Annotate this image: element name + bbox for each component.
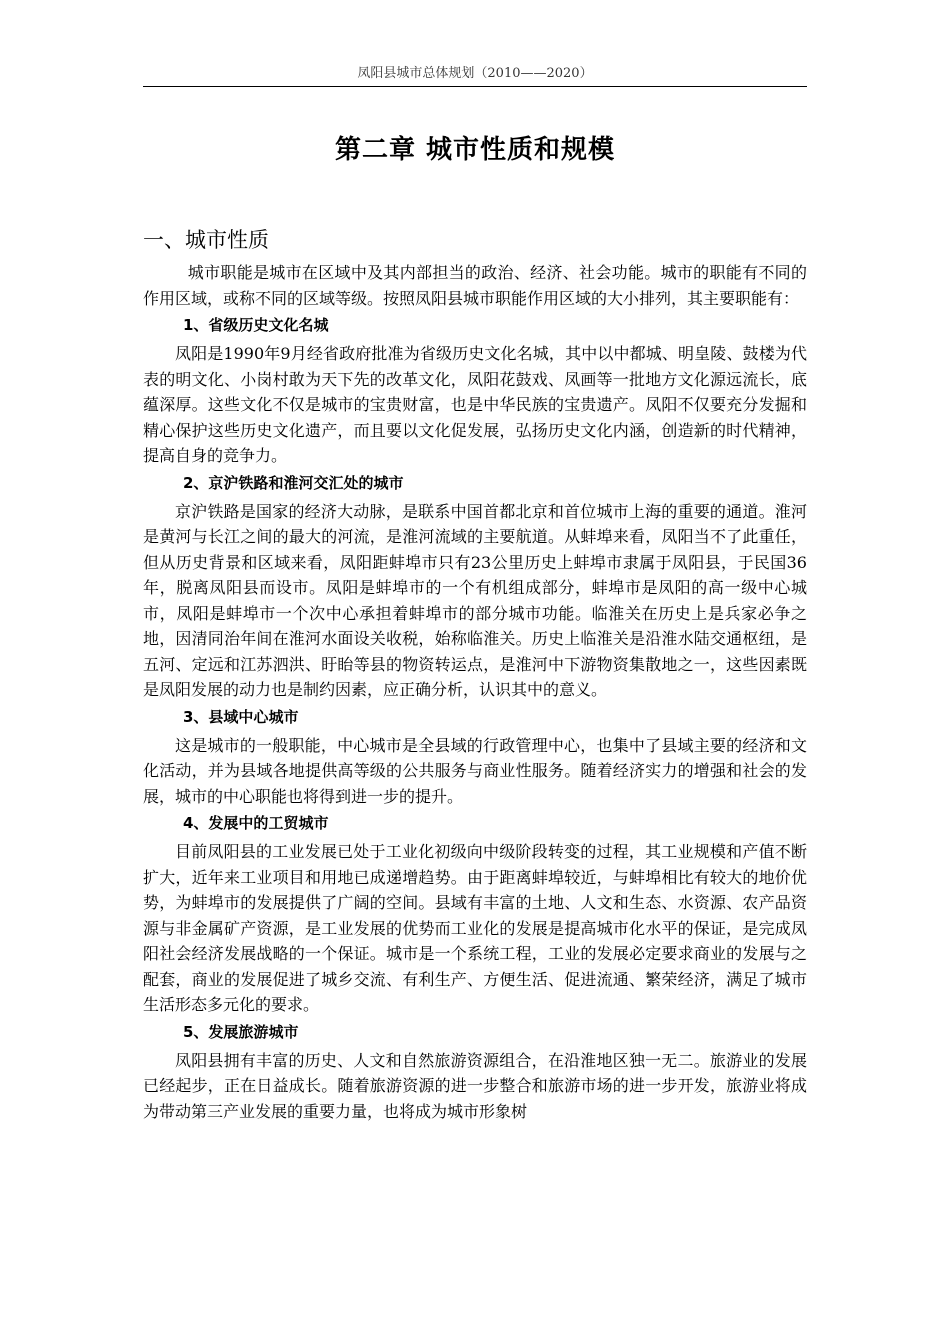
page-header: 凤阳县城市总体规划（2010——2020） — [357, 66, 593, 81]
document-body — [143, 224, 807, 1124]
section-intro: 城市职能是城市在区域中及其内部担当的政治、经济、社会功能。城市的职能有不同的作用区域，或称不同的区域等级。按照凤阳县城市职能作用区域的大小排列，其主要职能有： — [143, 263, 807, 308]
chapter-title: 第二章 城市性质和规模 — [334, 135, 616, 165]
header-divider — [143, 86, 807, 87]
item-heading-1: 1、省级历史文化名城 — [183, 316, 329, 334]
item-body-2: 京沪铁路是国家的经济大动脉，是联系中国首都北京和首位城市上海的重要的通道。淮河是黄河与长江之间的最大的河流，是淮河流域的主要航道。从蚌埠来看，凤阳当不了此重任，但从历史背景和区域来看，凤阳距蚌埠市只有23公里历史上蚌埠市隶属于凤阳县，于民国36年，脱离凤阳县而设市。凤阳是蚌埠市的一个有机组成部分，蚌埠市是凤阳的高一级中心城市，凤阳是蚌埠市一个次中心承担着蚌埠市的部分城市功能。临淮关在历史上是兵家必争之地，因清同治年间在淮河水面设关收税，始称临淮关。历史上临淮关是沿淮水陆交通枢纽，是五河、定远和江苏泗洪、盱眙等县的物资转运点，是淮河中下游物资集散地之一，这些因素既是凤阳发展的动力也是制约因素，应正确分析，认识其中的意义。 — [143, 501, 807, 699]
section-title: 一、城市性质 — [143, 228, 269, 252]
item-body-4: 目前凤阳县的工业发展已处于工业化初级向中级阶段转变的过程，其工业规模和产值不断扩大，近年来工业项目和用地已成递增趋势。由于距离蚌埠较近，与蚌埠相比有较大的地价优势，为蚌埠市的发展提供了广阔的空间。县域有丰富的土地、人文和生态、水资源、农产品资源与非金属矿产资源，是工业发展的优势而工业化的发展是提高城市化水平的保证，是完成凤阳社会经济发展战略的一个保证。城市是一个系统工程，工业的发展必定要求商业的发展与之配套，商业的发展促进了城乡交流、有利生产、方便生活、促进流通、繁荣经济，满足了城市生活形态多元化的要求。 — [143, 842, 807, 1014]
item-body-1: 凤阳是1990年9月经省政府批准为省级历史文化名城，其中以中都城、明皇陵、鼓楼为代表的明文化、小岗村敢为天下先的改革文化，凤阳花鼓戏、凤画等一批地方文化源远流长，底蕴深厚。这些文化不仅是城市的宝贵财富，也是中华民族的宝贵遗产。凤阳不仅要充分发掘和精心保护这些历史文化遗产，而且要以文化促发展，弘扬历史文化内涵，创造新的时代精神，提高自身的竞争力。 — [143, 344, 807, 465]
item-heading-2: 2、京沪铁路和淮河交汇处的城市 — [183, 473, 404, 492]
item-heading-3: 3、县域中心城市 — [183, 707, 299, 726]
item-body-5: 凤阳县拥有丰富的历史、人文和自然旅游资源组合，在沿淮地区独一无二。旅游业的发展已经起步，正在日益成长。随着旅游资源的进一步整合和旅游市场的进一步开发，旅游业将成为带动第三产业发展的重要力量，也将成为城市形象树 — [143, 1050, 807, 1121]
item-body-3: 这是城市的一般职能，中心城市是全县域的行政管理中心，也集中了县域主要的经济和文化活动，并为县域各地提供高等级的公共服务与商业性服务。随着经济实力的增强和社会的发展，城市的中心职能也将得到进一步的提升。 — [143, 735, 807, 806]
item-heading-5: 5、发展旅游城市 — [183, 1022, 299, 1041]
item-heading-4: 4、发展中的工贸城市 — [183, 814, 329, 832]
